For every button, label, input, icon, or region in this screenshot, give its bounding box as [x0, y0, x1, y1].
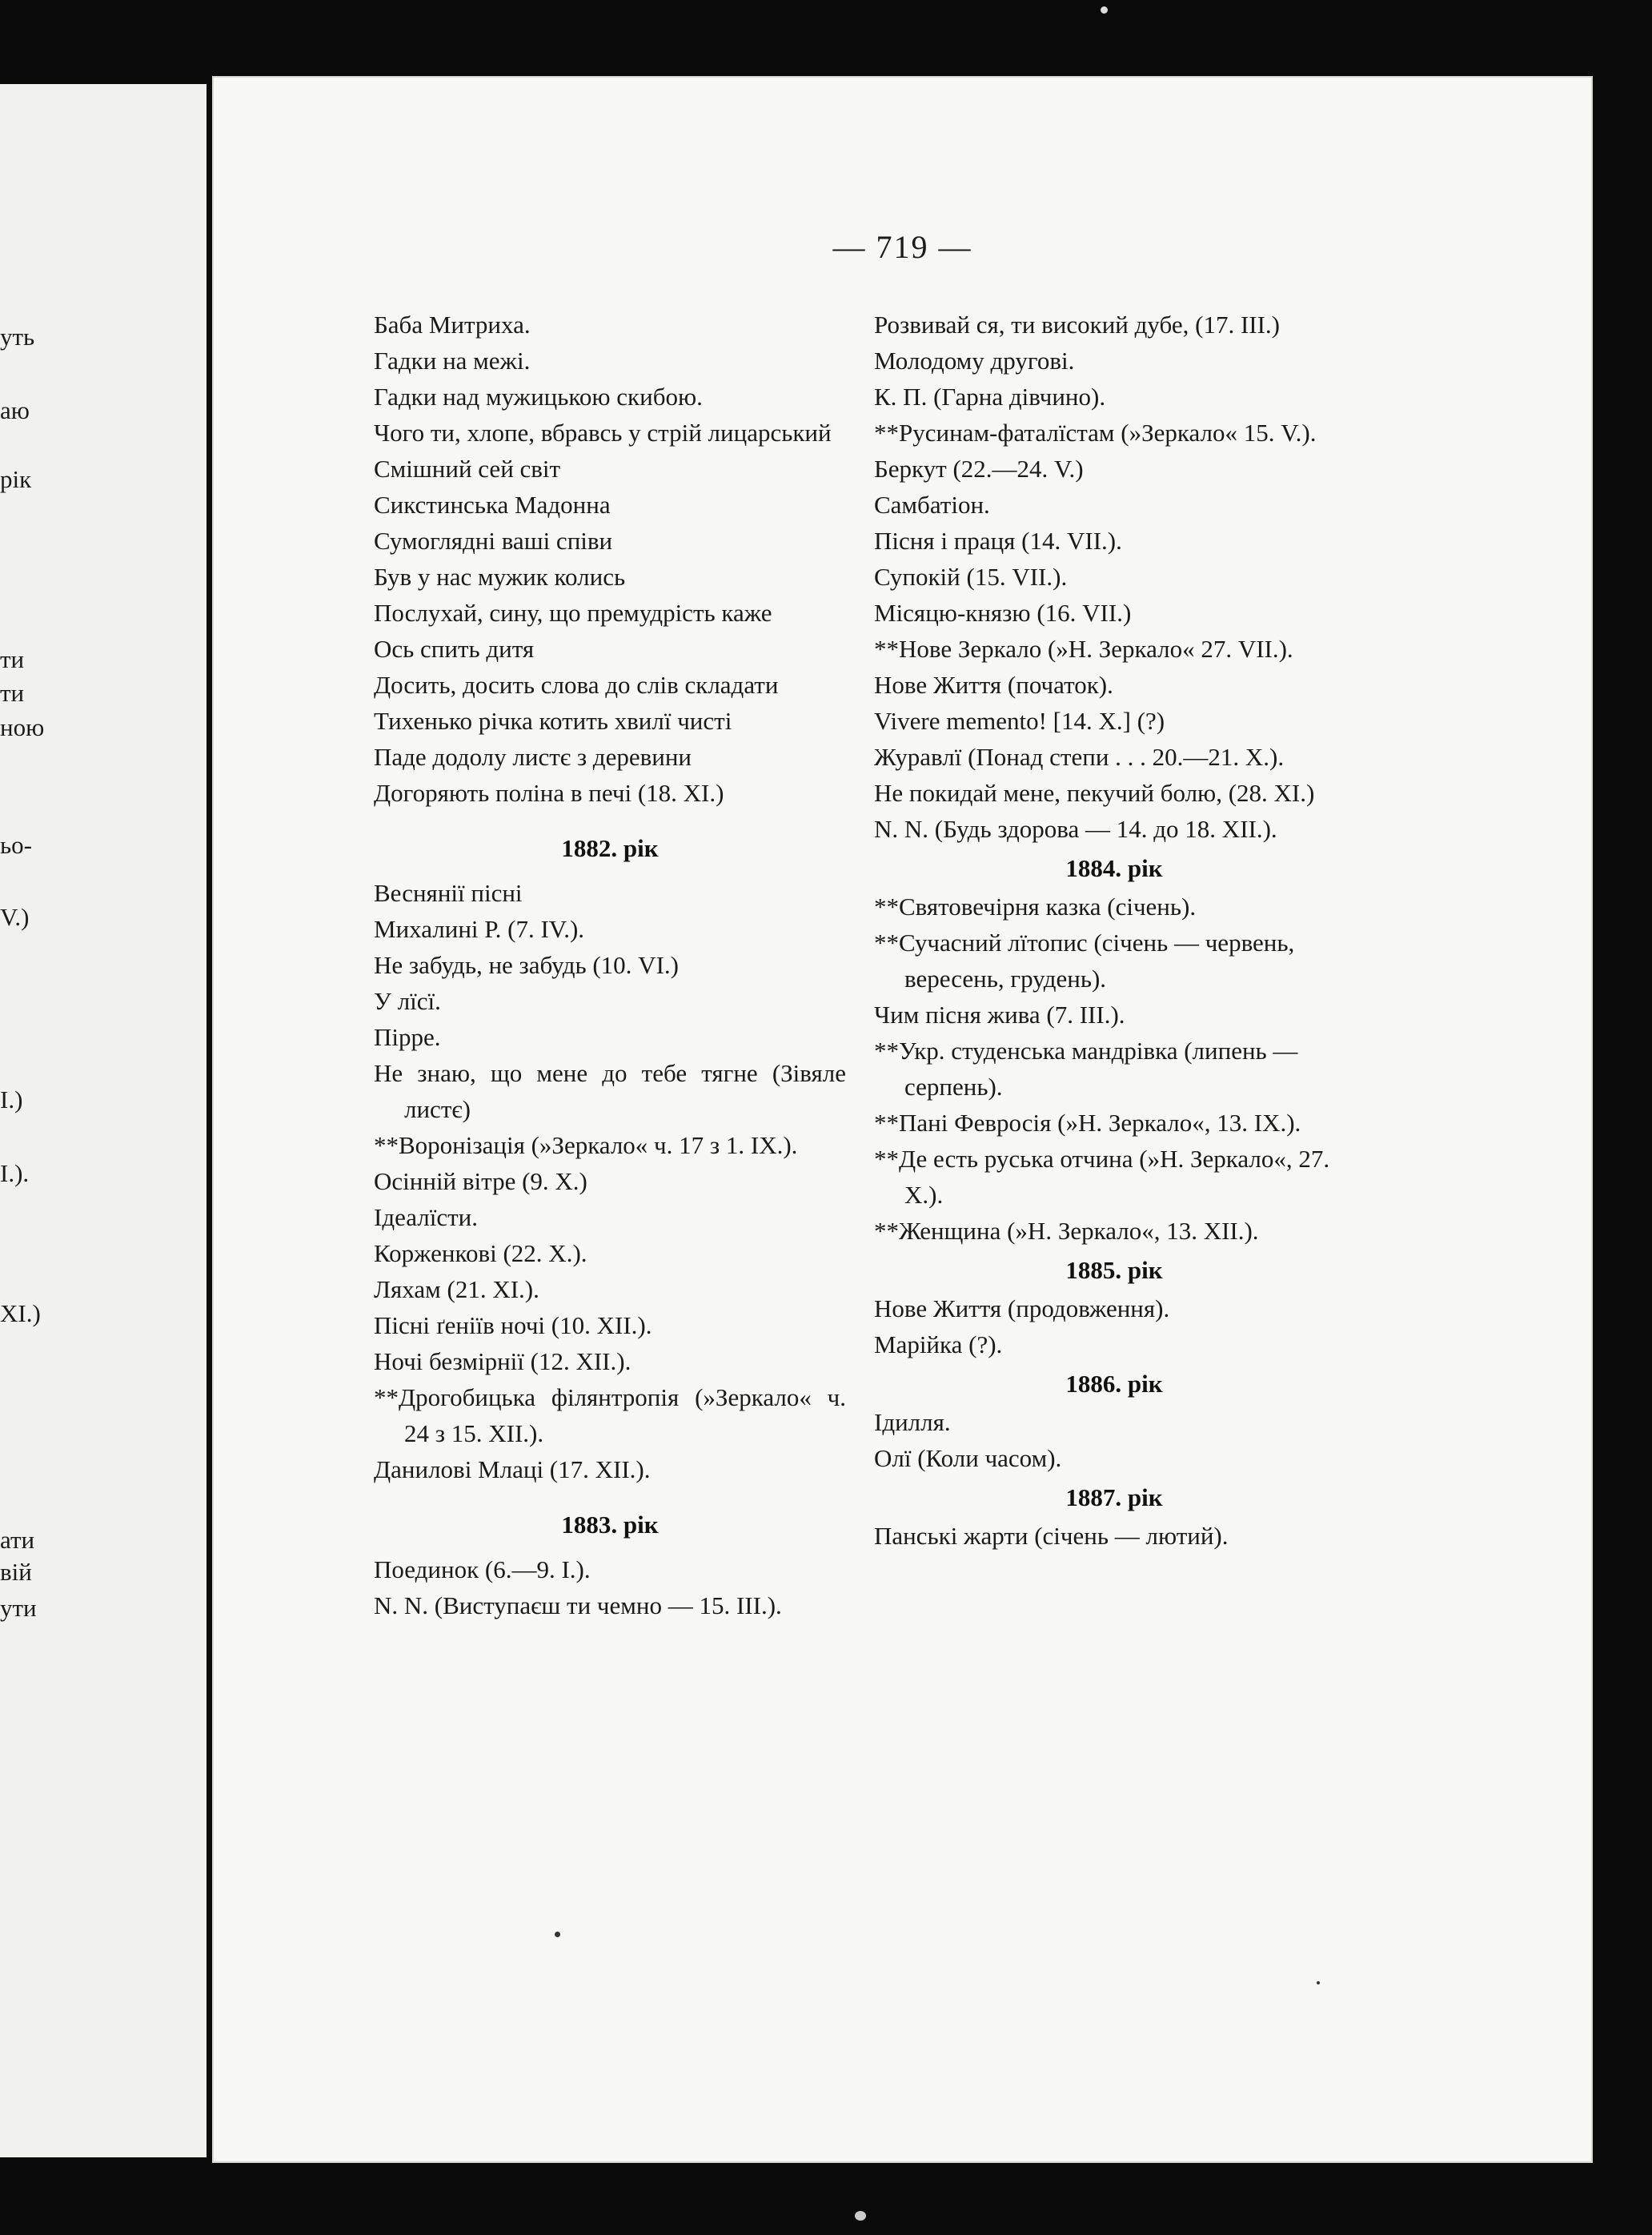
- list-item: **Воронізація (»Зеркало« ч. 17 з 1. IX.).: [374, 1131, 798, 1159]
- left-page-text: вій: [0, 1558, 32, 1586]
- list-item: Розвивай ся, ти високий дубе, (17. III.): [874, 311, 1281, 339]
- list-item: **Дрогобицька філянтропія (»Зеркало« ч. 24 з 15. XII.).: [374, 1383, 846, 1447]
- left-page-text: ати: [0, 1526, 35, 1554]
- list-item: Місяцю-князю (16. VII.): [874, 599, 1132, 627]
- list-item: Не знаю, що мене до тебе тягне (Зівяле листє): [374, 1059, 846, 1123]
- left-page-text: ьо-: [0, 831, 32, 859]
- list-item: Данилові Млаці (17. XII.).: [374, 1455, 651, 1483]
- year-heading: 1884. рік: [1065, 854, 1163, 882]
- list-item: Супокій (15. VII.).: [874, 563, 1068, 591]
- year-heading: 1885. рік: [1065, 1256, 1163, 1284]
- list-item: Молодому другові.: [874, 347, 1075, 375]
- list-item: **Пані Февросія (»Н. Зеркало«, 13. IX.).: [874, 1109, 1301, 1137]
- list-item: Був у нас мужик колись: [374, 563, 626, 591]
- list-item: Пісня і праця (14. VII.).: [874, 527, 1122, 555]
- list-item: Vivere memento! [14. X.] (?): [874, 707, 1165, 735]
- list-item: Веснянії пісні: [374, 879, 523, 907]
- left-page-fragment: [0, 84, 206, 2157]
- list-item: Олї (Коли часом).: [874, 1444, 1062, 1472]
- year-heading: 1882. рік: [561, 834, 659, 862]
- list-item: Пірре.: [374, 1023, 441, 1051]
- left-page-text: ною: [0, 713, 45, 741]
- year-heading: 1883. рік: [561, 1511, 659, 1539]
- list-item: Осінній вітре (9. X.): [374, 1167, 587, 1195]
- ink-speck: [1317, 1981, 1320, 1984]
- left-page-text: XI.): [0, 1299, 41, 1327]
- left-page-text: ти: [0, 679, 25, 707]
- list-item: N. N. (Будь здорова — 14. до 18. XII.).: [874, 815, 1277, 843]
- list-item: Сумоглядні ваші співи: [374, 527, 613, 555]
- right-column: [874, 307, 1354, 1554]
- list-item: **Сучасний лїтопис (січень — червень, вересень, грудень).: [874, 929, 1295, 993]
- book-page: [212, 76, 1593, 2163]
- list-item: Ось спить дитя: [374, 635, 535, 663]
- list-item: **Святовечірня казка (січень).: [874, 893, 1197, 921]
- list-item: У лїсї.: [374, 987, 441, 1015]
- left-page-text: V.): [0, 903, 30, 931]
- list-item: Ляхам (21. XI.).: [374, 1275, 539, 1303]
- list-item: **Нове Зеркало (»Н. Зеркало« 27. VII.).: [874, 635, 1293, 663]
- left-page-text: ти: [0, 645, 25, 673]
- left-page-text: рік: [0, 465, 32, 493]
- ink-speck: [1101, 6, 1108, 14]
- list-item: Поединок (6.—9. I.).: [374, 1555, 591, 1583]
- list-item: Журавлї (Понад степи . . . 20.—21. X.).: [874, 743, 1285, 771]
- list-item: **Де есть руська отчина (»Н. Зеркало«, 27. X.).: [874, 1145, 1330, 1209]
- left-page-text: I.): [0, 1085, 23, 1113]
- list-item: Гадки над мужицькою скибою.: [374, 383, 703, 411]
- page-number: — 719 —: [832, 229, 972, 265]
- list-item: Не забудь, не забудь (10. VI.): [374, 951, 679, 979]
- list-item: Тихенько річка котить хвилї чисті: [374, 707, 732, 735]
- list-item: Ночі безмірнії (12. XII.).: [374, 1347, 632, 1375]
- left-page-text: уть: [0, 323, 35, 351]
- list-item: Марійка (?).: [874, 1330, 1003, 1358]
- list-item: Пісні ґеніїв ночі (10. XII.).: [374, 1311, 652, 1339]
- year-heading: 1886. рік: [1065, 1370, 1163, 1398]
- left-page-text: аю: [0, 396, 30, 424]
- left-page-text: ути: [0, 1594, 37, 1622]
- list-item: Досить, досить слова до слів складати: [374, 671, 779, 699]
- list-item: **Женщина (»Н. Зеркало«, 13. XII.).: [874, 1217, 1259, 1245]
- list-item: **Русинам-фаталїстам (»Зеркало« 15. V.).: [874, 419, 1317, 447]
- list-item: Не покидай мене, пекучий болю, (28. XI.): [874, 779, 1315, 807]
- list-item: Корженкові (22. X.).: [374, 1239, 587, 1267]
- list-item: Баба Митриха.: [374, 311, 531, 339]
- ink-speck: [555, 1932, 560, 1937]
- list-item: Сикстинська Мадонна: [374, 491, 611, 519]
- list-item: Чого ти, хлопе, вбравсь у стрій лицарський: [374, 419, 832, 447]
- list-item: Паде додолу листє з деревини: [374, 743, 692, 771]
- list-item: Самбатіон.: [874, 491, 990, 519]
- list-item: Чим пісня жива (7. III.).: [874, 1001, 1125, 1029]
- list-item: Смішний сей світ: [374, 455, 561, 483]
- left-column: [374, 307, 846, 1623]
- left-page-text: I.).: [0, 1159, 30, 1187]
- list-item: N. N. (Виступаєш ти чемно — 15. III.).: [374, 1591, 782, 1619]
- list-item: Послухай, сину, що премудрість каже: [374, 599, 772, 627]
- list-item: К. П. (Гарна дівчино).: [874, 383, 1106, 411]
- list-item: Панські жарти (січень — лютий).: [874, 1522, 1229, 1550]
- list-item: Нове Життя (початок).: [874, 671, 1113, 699]
- list-item: Беркут (22.—24. V.): [874, 455, 1084, 483]
- list-item: Михалині Р. (7. IV.).: [374, 915, 585, 943]
- list-item: Догоряють поліна в печі (18. XI.): [374, 779, 724, 807]
- year-heading: 1887. рік: [1065, 1483, 1163, 1511]
- list-item: Ідилля.: [874, 1408, 951, 1436]
- list-item: Гадки на межі.: [374, 347, 531, 375]
- list-item: Нове Життя (продовження).: [874, 1294, 1170, 1322]
- list-item: Ідеалїсти.: [374, 1203, 478, 1231]
- ink-speck: [855, 2211, 866, 2221]
- list-item: **Укр. студенська мандрівка (липень — серпень).: [874, 1037, 1298, 1101]
